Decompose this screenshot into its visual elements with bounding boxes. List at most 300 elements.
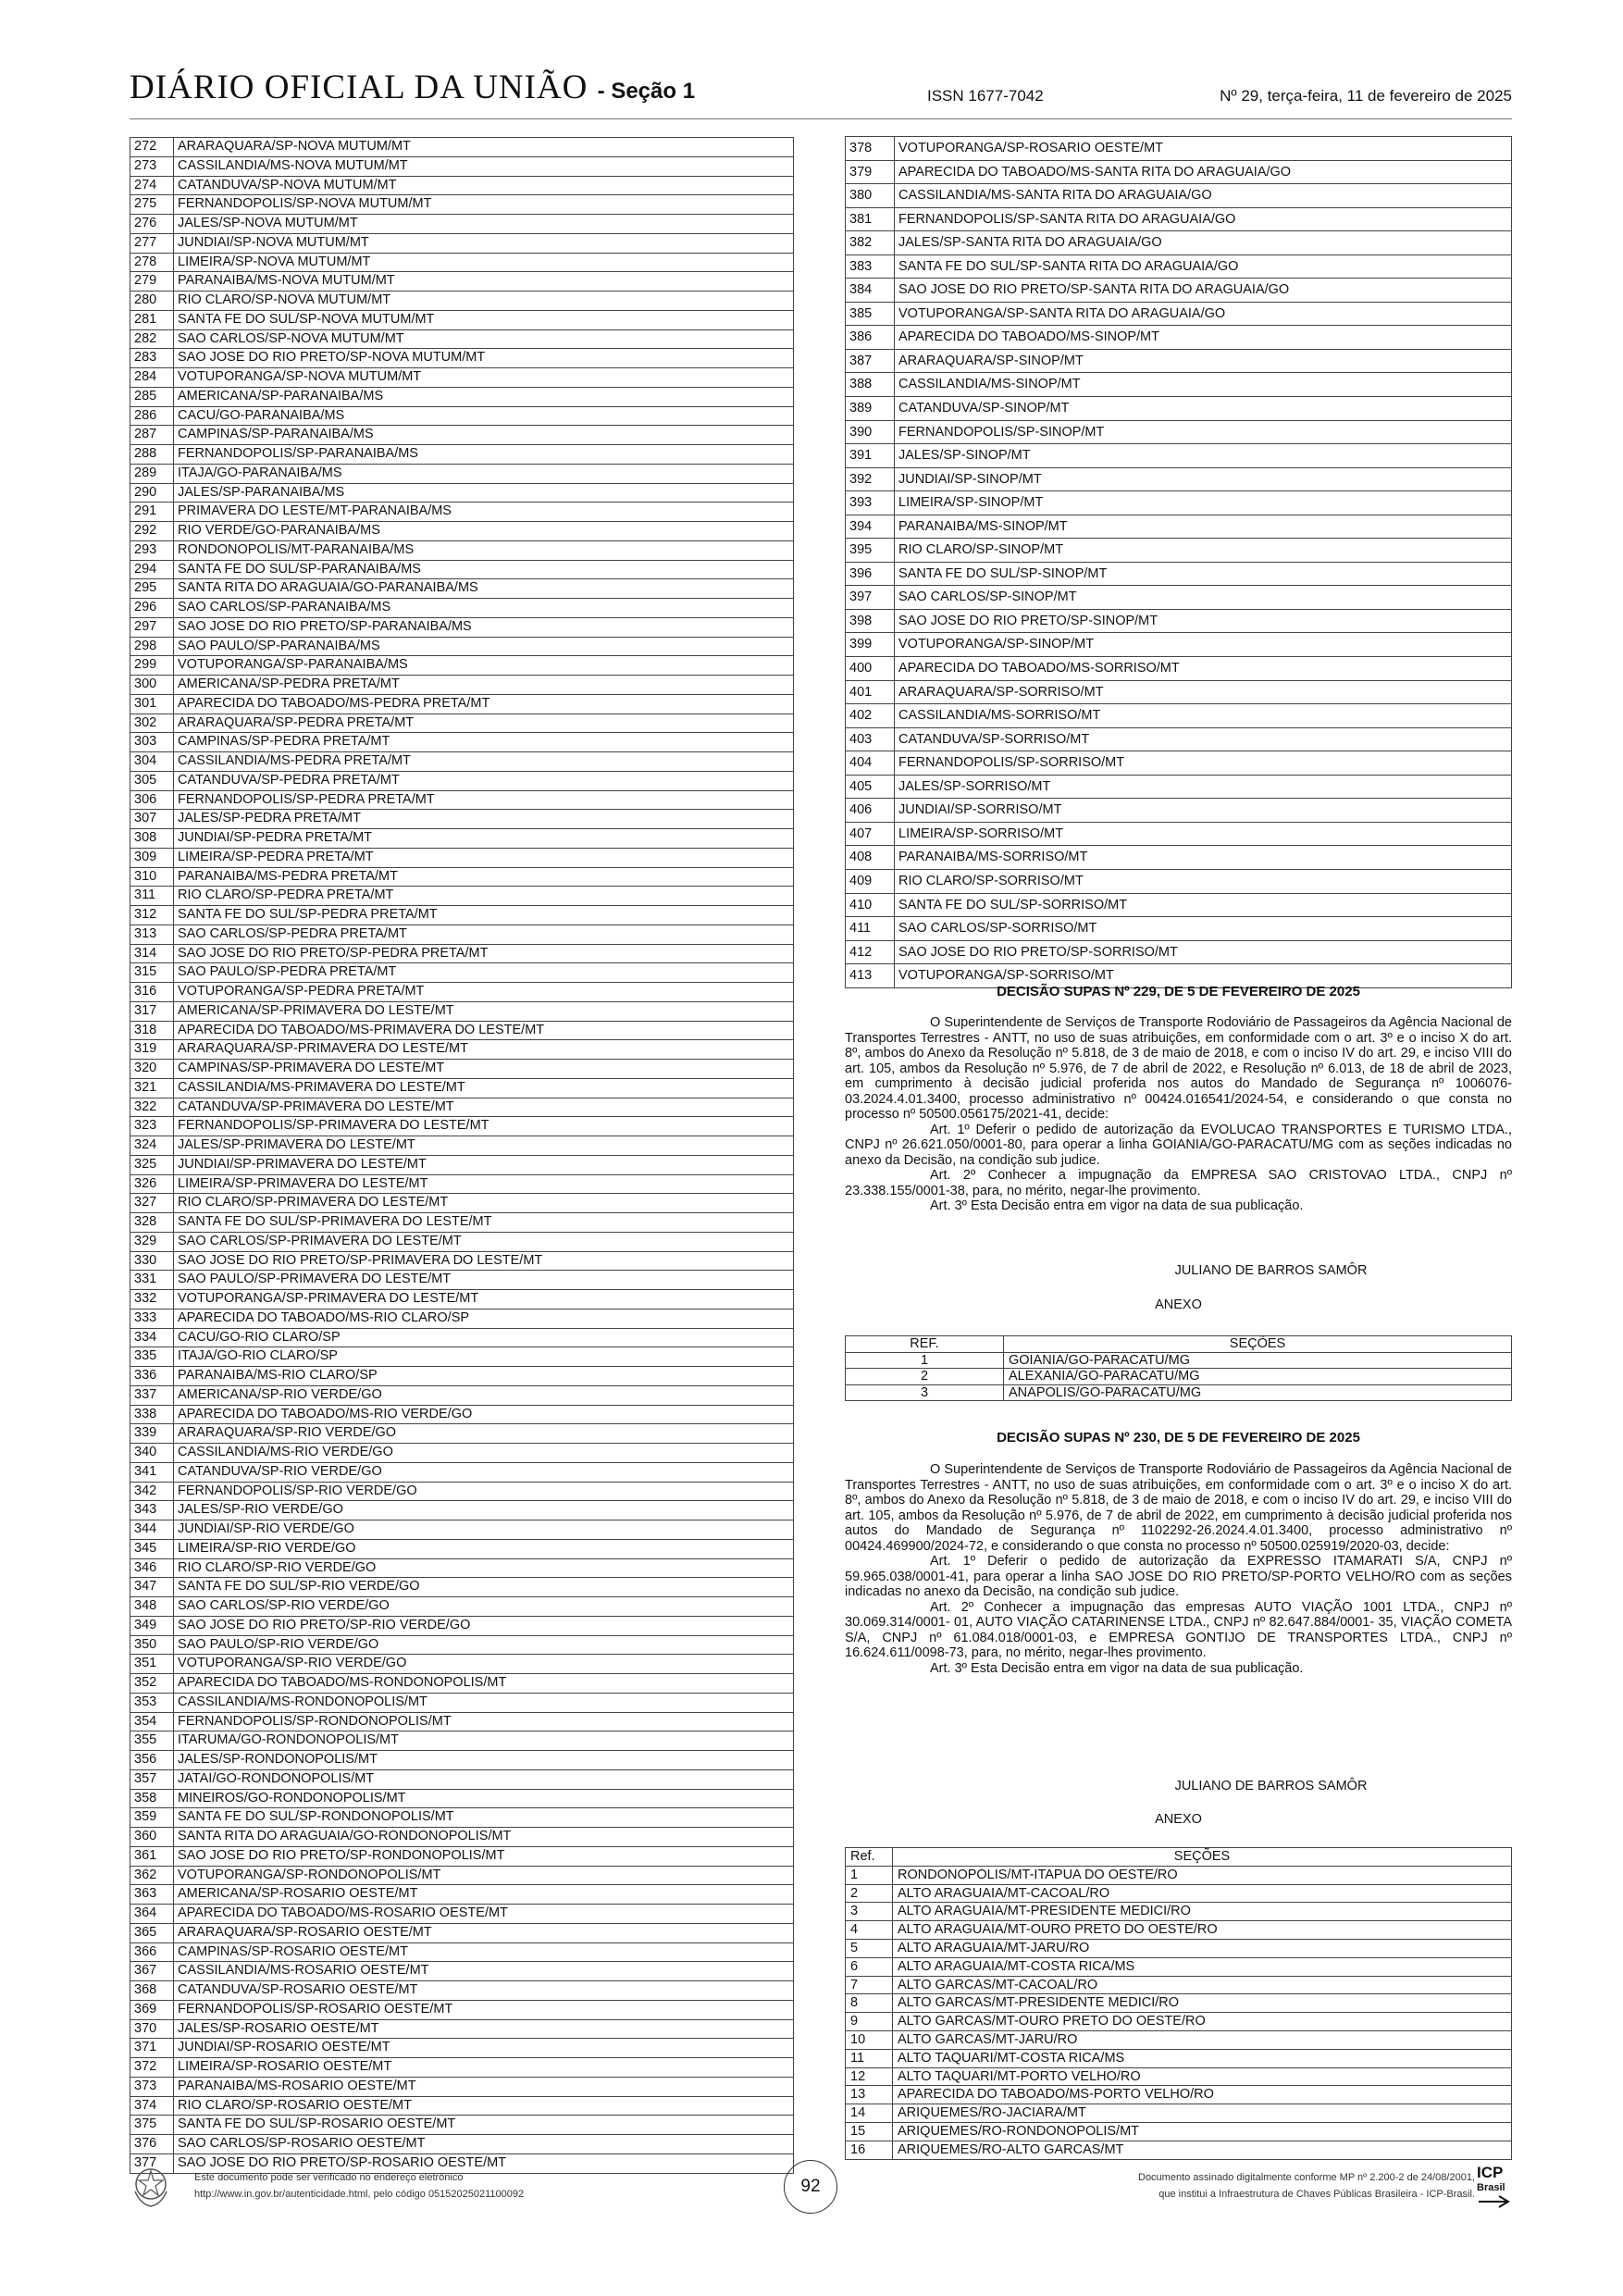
route-cell: CASSILANDIA/MS-PRIMAVERA DO LESTE/MT	[174, 1078, 794, 1098]
annex-ref: 1	[846, 1352, 1004, 1369]
table-row	[130, 1136, 794, 1156]
table-row	[130, 1828, 794, 1847]
route-cell: SAO CARLOS/SP-ROSARIO OESTE/MT	[174, 2135, 794, 2154]
annex-section: ALTO ARAGUAIA/MT-JARU/RO	[893, 1939, 1512, 1957]
row-number: 386	[846, 326, 895, 350]
route-cell: JALES/SP-PRIMAVERA DO LESTE/MT	[174, 1136, 794, 1156]
table-row	[130, 272, 794, 292]
route-cell: LIMEIRA/SP-PEDRA PRETA/MT	[174, 848, 794, 867]
row-number: 353	[130, 1693, 174, 1712]
route-cell: ITAJA/GO-RIO CLARO/SP	[174, 1347, 794, 1367]
route-cell: AMERICANA/SP-ROSARIO OESTE/MT	[174, 1885, 794, 1905]
row-number: 376	[130, 2135, 174, 2154]
row-number: 368	[130, 1981, 174, 2001]
route-cell: APARECIDA DO TABOADO/MS-SANTA RITA DO ARAGUAIA/GO	[895, 160, 1512, 184]
table-row	[130, 1578, 794, 1597]
annex-ref: 9	[846, 2013, 893, 2031]
route-cell: JALES/SP-RONDONOPOLIS/MT	[174, 1751, 794, 1770]
signature-line-2: que institui a Infraestrutura de Chaves Públicas Brasileira - ICP-Brasil.	[1158, 2189, 1475, 2200]
table-row	[130, 560, 794, 579]
table-row	[130, 1501, 794, 1520]
table-row	[846, 917, 1512, 941]
row-number: 278	[130, 253, 174, 272]
annex-ref: 13	[846, 2086, 893, 2104]
table-row	[846, 609, 1512, 633]
table-row	[846, 1957, 1512, 1976]
route-cell: CATANDUVA/SP-SINOP/MT	[895, 397, 1512, 421]
row-number: 310	[130, 867, 174, 887]
table-row	[846, 1384, 1512, 1401]
annex-ref: 5	[846, 1939, 893, 1957]
table-row	[130, 1520, 794, 1540]
route-cell: FERNANDOPOLIS/SP-PARANAIBA/MS	[174, 445, 794, 465]
annex-section: RONDONOPOLIS/MT-ITAPUA DO OESTE/RO	[893, 1866, 1512, 1884]
route-cell: SAO JOSE DO RIO PRETO/SP-ROSARIO OESTE/MT	[174, 2153, 794, 2173]
decision-229-annex-label: ANEXO	[1155, 1297, 1202, 1312]
row-number: 412	[846, 940, 895, 964]
row-number: 349	[130, 1616, 174, 1635]
route-cell: APARECIDA DO TABOADO/MS-RONDONOPOLIS/MT	[174, 1674, 794, 1694]
row-number: 373	[130, 2077, 174, 2096]
table-row	[130, 1001, 794, 1021]
table-row	[130, 483, 794, 503]
row-number: 332	[130, 1290, 174, 1309]
route-cell: CASSILANDIA/MS-SORRISO/MT	[895, 704, 1512, 728]
table-row	[130, 1558, 794, 1578]
annex-header-secoes: SEÇÕES	[1004, 1336, 1512, 1353]
row-number: 345	[130, 1539, 174, 1558]
icp-brasil-logo-icon	[1475, 2161, 1512, 2209]
row-number: 354	[130, 1712, 174, 1731]
route-cell: JALES/SP-PEDRA PRETA/MT	[174, 810, 794, 829]
route-cell: LIMEIRA/SP-NOVA MUTUM/MT	[174, 253, 794, 272]
table-row	[130, 925, 794, 944]
annex-ref: 7	[846, 1976, 893, 1994]
row-number: 282	[130, 329, 174, 349]
table-row	[846, 515, 1512, 539]
issn: ISSN 1677-7042	[927, 87, 1044, 105]
route-cell: APARECIDA DO TABOADO/MS-PEDRA PRETA/MT	[174, 694, 794, 714]
table-row	[846, 704, 1512, 728]
annex-section: ALTO ARAGUAIA/MT-PRESIDENTE MEDICI/RO	[893, 1903, 1512, 1921]
row-number: 409	[846, 869, 895, 893]
row-number: 401	[846, 680, 895, 704]
table-row	[846, 1884, 1512, 1903]
row-number: 348	[130, 1597, 174, 1617]
row-number: 396	[846, 562, 895, 586]
table-row	[846, 633, 1512, 657]
row-number: 404	[846, 751, 895, 776]
table-row	[130, 1539, 794, 1558]
decision-230-signature: JULIANO DE BARROS SAMÔR	[1174, 1779, 1368, 1793]
annex-section: ARIQUEMES/RO-JACIARA/MT	[893, 2104, 1512, 2123]
route-cell: CAMPINAS/SP-ROSARIO OESTE/MT	[174, 1942, 794, 1962]
route-cell: SAO JOSE DO RIO PRETO/SP-RIO VERDE/GO	[174, 1616, 794, 1635]
row-number: 363	[130, 1885, 174, 1905]
route-cell: SAO JOSE DO RIO PRETO/SP-PRIMAVERA DO LESTE/MT	[174, 1251, 794, 1271]
row-number: 377	[130, 2153, 174, 2173]
route-cell: VOTUPORANGA/SP-RONDONOPOLIS/MT	[174, 1866, 794, 1885]
table-row	[846, 1939, 1512, 1957]
table-row	[130, 2058, 794, 2078]
route-cell: AMERICANA/SP-PEDRA PRETA/MT	[174, 676, 794, 695]
table-row	[130, 1846, 794, 1866]
decision-229-title: DECISÃO SUPAS Nº 229, DE 5 DE FEVEREIRO DE 2025	[997, 984, 1360, 999]
issue-date: Nº 29, terça-feira, 11 de fevereiro de 2025	[1220, 87, 1512, 105]
row-number: 352	[130, 1674, 174, 1694]
table-row	[130, 1290, 794, 1309]
table-row	[130, 1271, 794, 1290]
route-cell: SANTA FE DO SUL/SP-SORRISO/MT	[895, 893, 1512, 917]
table-row	[130, 617, 794, 637]
table-row	[130, 1309, 794, 1328]
row-number: 411	[846, 917, 895, 941]
row-number: 301	[130, 694, 174, 714]
table-row	[130, 2116, 794, 2135]
row-number: 308	[130, 829, 174, 849]
annex-ref: 2	[846, 1884, 893, 1903]
table-row	[130, 733, 794, 752]
route-cell: FERNANDOPOLIS/SP-SANTA RITA DO ARAGUAIA/GO	[895, 207, 1512, 231]
table-row	[130, 1405, 794, 1424]
table-row	[846, 727, 1512, 751]
table-row	[846, 420, 1512, 444]
table-row	[130, 1789, 794, 1808]
row-number: 273	[130, 156, 174, 176]
row-number: 408	[846, 846, 895, 870]
route-cell: JUNDIAI/SP-RIO VERDE/GO	[174, 1520, 794, 1540]
route-cell: FERNANDOPOLIS/SP-PEDRA PRETA/MT	[174, 790, 794, 810]
row-number: 367	[130, 1962, 174, 1981]
table-row	[130, 676, 794, 695]
route-cell: JALES/SP-SINOP/MT	[895, 444, 1512, 468]
route-cell: VOTUPORANGA/SP-SANTA RITA DO ARAGUAIA/GO	[895, 302, 1512, 326]
route-cell: CASSILANDIA/MS-RONDONOPOLIS/MT	[174, 1693, 794, 1712]
table-row	[130, 1674, 794, 1694]
page-number: 92	[784, 2160, 837, 2214]
route-cell: CATANDUVA/SP-RIO VERDE/GO	[174, 1462, 794, 1482]
table-row	[130, 2096, 794, 2116]
row-number: 371	[130, 2039, 174, 2058]
table-row	[130, 1232, 794, 1251]
route-cell: SAO CARLOS/SP-SORRISO/MT	[895, 917, 1512, 941]
table-row	[130, 1174, 794, 1194]
row-number: 296	[130, 599, 174, 618]
table-row	[846, 680, 1512, 704]
row-number: 394	[846, 515, 895, 539]
table-row	[130, 1021, 794, 1040]
row-number: 335	[130, 1347, 174, 1367]
row-number: 337	[130, 1385, 174, 1405]
table-row	[130, 1060, 794, 1079]
annex-section: ANAPOLIS/GO-PARACATU/MG	[1004, 1384, 1512, 1401]
route-cell: PARANAIBA/MS-NOVA MUTUM/MT	[174, 272, 794, 292]
table-row	[846, 1352, 1512, 1369]
table-row	[846, 1921, 1512, 1940]
route-cell: JUNDIAI/SP-ROSARIO OESTE/MT	[174, 2039, 794, 2058]
route-cell: LIMEIRA/SP-SINOP/MT	[895, 491, 1512, 515]
route-cell: VOTUPORANGA/SP-PARANAIBA/MS	[174, 656, 794, 676]
table-row	[130, 1328, 794, 1347]
table-row	[846, 1369, 1512, 1385]
row-number: 365	[130, 1923, 174, 1942]
table-row	[846, 2067, 1512, 2086]
row-number: 413	[846, 964, 895, 988]
section-label: - Seção 1	[597, 79, 696, 104]
table-row	[130, 1385, 794, 1405]
row-number: 338	[130, 1405, 174, 1424]
paragraph: Art. 1º Deferir o pedido de autorização da EXPRESSO ITAMARATI S/A, CNPJ nº 59.965.038/0001-41, para operar a linha SAO JOSE DO RIO PRETO/SP-PORTO VELHO/RO com as seções indicadas no anexo da Decisão, na condição sub judice.	[845, 1554, 1512, 1599]
table-row	[846, 657, 1512, 681]
annex-ref: 2	[846, 1369, 1004, 1385]
table-row	[846, 2141, 1512, 2159]
row-number: 280	[130, 292, 174, 311]
table-row	[846, 562, 1512, 586]
table-row	[846, 467, 1512, 491]
row-number: 316	[130, 983, 174, 1002]
route-cell: ARARAQUARA/SP-NOVA MUTUM/MT	[174, 138, 794, 157]
table-row	[130, 1444, 794, 1463]
row-number: 358	[130, 1789, 174, 1808]
route-cell: PARANAIBA/MS-ROSARIO OESTE/MT	[174, 2077, 794, 2096]
row-number: 322	[130, 1098, 174, 1117]
route-cell: APARECIDA DO TABOADO/MS-ROSARIO OESTE/MT	[174, 1905, 794, 1924]
table-row	[846, 279, 1512, 303]
table-row	[130, 406, 794, 426]
route-cell: PARANAIBA/MS-SORRISO/MT	[895, 846, 1512, 870]
row-number: 326	[130, 1174, 174, 1194]
row-number: 325	[130, 1155, 174, 1174]
row-number: 343	[130, 1501, 174, 1520]
table-row	[846, 2086, 1512, 2104]
paragraph: Art. 3º Esta Decisão entra em vigor na data de sua publicação.	[930, 1198, 1304, 1213]
route-cell: SAO JOSE DO RIO PRETO/SP-SANTA RITA DO ARAGUAIA/GO	[895, 279, 1512, 303]
paragraph: Art. 2º Conhecer a impugnação das empresas AUTO VIAÇÃO 1001 LTDA., CNPJ nº 30.069.314/0001- 01, AUTO VIAÇÃO CATARINENSE LTDA., CNPJ nº 82.647.884/0001- 35, VIAÇÃO COMETA S/A, CNPJ nº 61.084.018/0001-03, e EMPRESA GONTIJO DE TRANSPORTES LTDA., CNPJ nº 16.624.611/0098-73, para, no mérito, negar-lhes provimento.	[845, 1599, 1512, 1660]
table-row	[130, 1098, 794, 1117]
route-cell: JATAI/GO-RONDONOPOLIS/MT	[174, 1769, 794, 1789]
table-row	[130, 310, 794, 329]
table-row	[130, 1693, 794, 1712]
row-number: 307	[130, 810, 174, 829]
route-cell: CAMPINAS/SP-PARANAIBA/MS	[174, 426, 794, 445]
route-cell: AMERICANA/SP-PARANAIBA/MS	[174, 387, 794, 406]
row-number: 309	[130, 848, 174, 867]
route-cell: CASSILANDIA/MS-ROSARIO OESTE/MT	[174, 1962, 794, 1981]
route-cell: JALES/SP-PARANAIBA/MS	[174, 483, 794, 503]
route-cell: CASSILANDIA/MS-RIO VERDE/GO	[174, 1444, 794, 1463]
row-number: 303	[130, 733, 174, 752]
annex-ref: 15	[846, 2122, 893, 2141]
table-row	[846, 302, 1512, 326]
row-number: 289	[130, 464, 174, 483]
route-cell: APARECIDA DO TABOADO/MS-SINOP/MT	[895, 326, 1512, 350]
annex-section: ALTO GARCAS/MT-CACOAL/RO	[893, 1976, 1512, 1994]
decision-229-annex-table	[845, 1335, 1512, 1401]
table-row	[846, 326, 1512, 350]
table-row	[846, 373, 1512, 397]
route-cell: RIO CLARO/SP-PEDRA PRETA/MT	[174, 887, 794, 906]
row-number: 341	[130, 1462, 174, 1482]
table-row	[130, 810, 794, 829]
table-row	[130, 1462, 794, 1482]
route-cell: VOTUPORANGA/SP-SORRISO/MT	[895, 964, 1512, 988]
row-number: 387	[846, 349, 895, 373]
row-number: 378	[846, 137, 895, 161]
row-number: 380	[846, 184, 895, 208]
route-cell: SANTA FE DO SUL/SP-PARANAIBA/MS	[174, 560, 794, 579]
route-cell: CASSILANDIA/MS-SANTA RITA DO ARAGUAIA/GO	[895, 184, 1512, 208]
route-cell: SANTA RITA DO ARAGUAIA/GO-PARANAIBA/MS	[174, 579, 794, 599]
row-number: 398	[846, 609, 895, 633]
route-cell: CACU/GO-PARANAIBA/MS	[174, 406, 794, 426]
route-cell: SAO CARLOS/SP-RIO VERDE/GO	[174, 1597, 794, 1617]
route-cell: JALES/SP-SANTA RITA DO ARAGUAIA/GO	[895, 231, 1512, 255]
table-row	[846, 2104, 1512, 2123]
route-cell: AMERICANA/SP-RIO VERDE/GO	[174, 1385, 794, 1405]
row-number: 375	[130, 2116, 174, 2135]
row-number: 281	[130, 310, 174, 329]
table-row	[130, 1731, 794, 1751]
route-cell: SANTA FE DO SUL/SP-SANTA RITA DO ARAGUAIA/GO	[895, 254, 1512, 279]
paragraph: Art. 2º Conhecer a impugnação da EMPRESA SAO CRISTOVAO LTDA., CNPJ nº 23.338.155/0001-38, para, no mérito, negar-lhe provimento.	[845, 1168, 1512, 1198]
row-number: 300	[130, 676, 174, 695]
route-cell: ITARUMA/GO-RONDONOPOLIS/MT	[174, 1731, 794, 1751]
table-row	[130, 1635, 794, 1655]
route-cell: JALES/SP-RIO VERDE/GO	[174, 1501, 794, 1520]
table-row	[130, 2039, 794, 2058]
row-number: 313	[130, 925, 174, 944]
row-number: 361	[130, 1846, 174, 1866]
route-cell: JUNDIAI/SP-NOVA MUTUM/MT	[174, 233, 794, 253]
table-row	[130, 215, 794, 234]
table-row	[846, 444, 1512, 468]
route-cell: SAO PAULO/SP-PEDRA PRETA/MT	[174, 963, 794, 983]
row-number: 384	[846, 279, 895, 303]
row-number: 294	[130, 560, 174, 579]
table-row	[130, 1482, 794, 1501]
annex-section: ALTO ARAGUAIA/MT-CACOAL/RO	[893, 1884, 1512, 1903]
table-row	[130, 156, 794, 176]
row-number: 383	[846, 254, 895, 279]
row-number: 324	[130, 1136, 174, 1156]
table-row	[846, 539, 1512, 563]
row-number: 293	[130, 540, 174, 560]
table-row	[846, 2049, 1512, 2067]
row-number: 305	[130, 771, 174, 790]
annex-section: APARECIDA DO TABOADO/MS-PORTO VELHO/RO	[893, 2086, 1512, 2104]
row-number: 392	[846, 467, 895, 491]
route-cell: APARECIDA DO TABOADO/MS-RIO VERDE/GO	[174, 1405, 794, 1424]
row-number: 355	[130, 1731, 174, 1751]
row-number: 319	[130, 1040, 174, 1060]
row-number: 347	[130, 1578, 174, 1597]
table-row	[130, 848, 794, 867]
row-number: 302	[130, 714, 174, 733]
table-row	[130, 387, 794, 406]
route-cell: SAO JOSE DO RIO PRETO/SP-PARANAIBA/MS	[174, 617, 794, 637]
table-row	[130, 349, 794, 368]
route-cell: PRIMAVERA DO LESTE/MT-PARANAIBA/MS	[174, 503, 794, 522]
route-cell: CATANDUVA/SP-PRIMAVERA DO LESTE/MT	[174, 1098, 794, 1117]
table-row	[846, 231, 1512, 255]
decision-230-body	[845, 1462, 1512, 1676]
table-row	[130, 1194, 794, 1213]
table-row	[130, 790, 794, 810]
table-row	[130, 1712, 794, 1731]
paragraph: O Superintendente de Serviços de Transporte Rodoviário de Passageiros da Agência Nacional de Transportes Terrestres - ANTT, no uso de suas atribuições, em conformidade com o art. 3º e o inciso X do art. 8º, ambos do Anexo da Resolução nº 5.818, de 3 de maio de 2018, e com o inciso IV do art. 29, e inciso VIII do art. 105, ambos da Resolução nº 5.976, de 7 de abril de 2022, e Resolução nº 6.013, de 18 de abril de 2023, em cumprimento à decisão judicial proferida nos autos do Mandado de Segurança nº 1006076-03.2024.4.01.3400, processo administrativo nº 00424.016541/2024-54, e considerando o que consta no processo nº 50500.056175/2021-41, decide:	[845, 1015, 1512, 1122]
row-number: 389	[846, 397, 895, 421]
table-row	[130, 656, 794, 676]
row-number: 284	[130, 368, 174, 388]
row-number: 318	[130, 1021, 174, 1040]
row-number: 400	[846, 657, 895, 681]
table-row	[130, 1885, 794, 1905]
row-number: 333	[130, 1309, 174, 1328]
row-number: 286	[130, 406, 174, 426]
route-cell: JUNDIAI/SP-PEDRA PRETA/MT	[174, 829, 794, 849]
annex-section: ARIQUEMES/RO-ALTO GARCAS/MT	[893, 2141, 1512, 2159]
row-number: 344	[130, 1520, 174, 1540]
table-row	[846, 1994, 1512, 2013]
row-number: 390	[846, 420, 895, 444]
table-row	[130, 963, 794, 983]
table-row	[130, 1155, 794, 1174]
row-number: 276	[130, 215, 174, 234]
paragraph: Art. 3º Esta Decisão entra em vigor na data de sua publicação.	[930, 1660, 1304, 1676]
table-row	[846, 184, 1512, 208]
table-row	[846, 893, 1512, 917]
annex-section: ALEXANIA/GO-PARACATU/MG	[1004, 1369, 1512, 1385]
route-cell: SAO JOSE DO RIO PRETO/SP-SINOP/MT	[895, 609, 1512, 633]
route-cell: LIMEIRA/SP-RIO VERDE/GO	[174, 1539, 794, 1558]
table-row	[846, 349, 1512, 373]
route-cell: MINEIROS/GO-RONDONOPOLIS/MT	[174, 1789, 794, 1808]
verification-line-2: http://www.in.gov.br/autenticidade.html, pelo código 05152025021100092	[194, 2189, 525, 2200]
row-number: 405	[846, 775, 895, 799]
table-row	[130, 887, 794, 906]
row-number: 277	[130, 233, 174, 253]
verification-line-1: Este documento pode ser verificado no endereço eletrônico	[194, 2172, 464, 2183]
route-cell: CATANDUVA/SP-SORRISO/MT	[895, 727, 1512, 751]
table-row	[130, 1905, 794, 1924]
table-row	[130, 829, 794, 849]
table-row	[130, 1866, 794, 1885]
row-number: 306	[130, 790, 174, 810]
annex-section: ALTO ARAGUAIA/MT-COSTA RICA/MS	[893, 1957, 1512, 1976]
route-cell: ARARAQUARA/SP-SORRISO/MT	[895, 680, 1512, 704]
route-cell: CACU/GO-RIO CLARO/SP	[174, 1328, 794, 1347]
row-number: 339	[130, 1424, 174, 1444]
table-row	[130, 2077, 794, 2096]
table-row	[846, 254, 1512, 279]
annex-ref: 11	[846, 2049, 893, 2067]
table-row	[130, 138, 794, 157]
header-divider	[130, 118, 1512, 119]
route-cell: ITAJA/GO-PARANAIBA/MS	[174, 464, 794, 483]
route-cell: AMERICANA/SP-PRIMAVERA DO LESTE/MT	[174, 1001, 794, 1021]
table-row	[846, 491, 1512, 515]
route-cell: JALES/SP-ROSARIO OESTE/MT	[174, 2019, 794, 2039]
row-number: 385	[846, 302, 895, 326]
annex-ref: 3	[846, 1384, 1004, 1401]
route-cell: RIO VERDE/GO-PARANAIBA/MS	[174, 522, 794, 541]
table-row	[130, 253, 794, 272]
annex-section: ALTO TAQUARI/MT-COSTA RICA/MS	[893, 2049, 1512, 2067]
row-number: 312	[130, 906, 174, 925]
svg-text:ICP: ICP	[1477, 2164, 1504, 2181]
table-row	[130, 1367, 794, 1386]
route-cell: RONDONOPOLIS/MT-PARANAIBA/MS	[174, 540, 794, 560]
